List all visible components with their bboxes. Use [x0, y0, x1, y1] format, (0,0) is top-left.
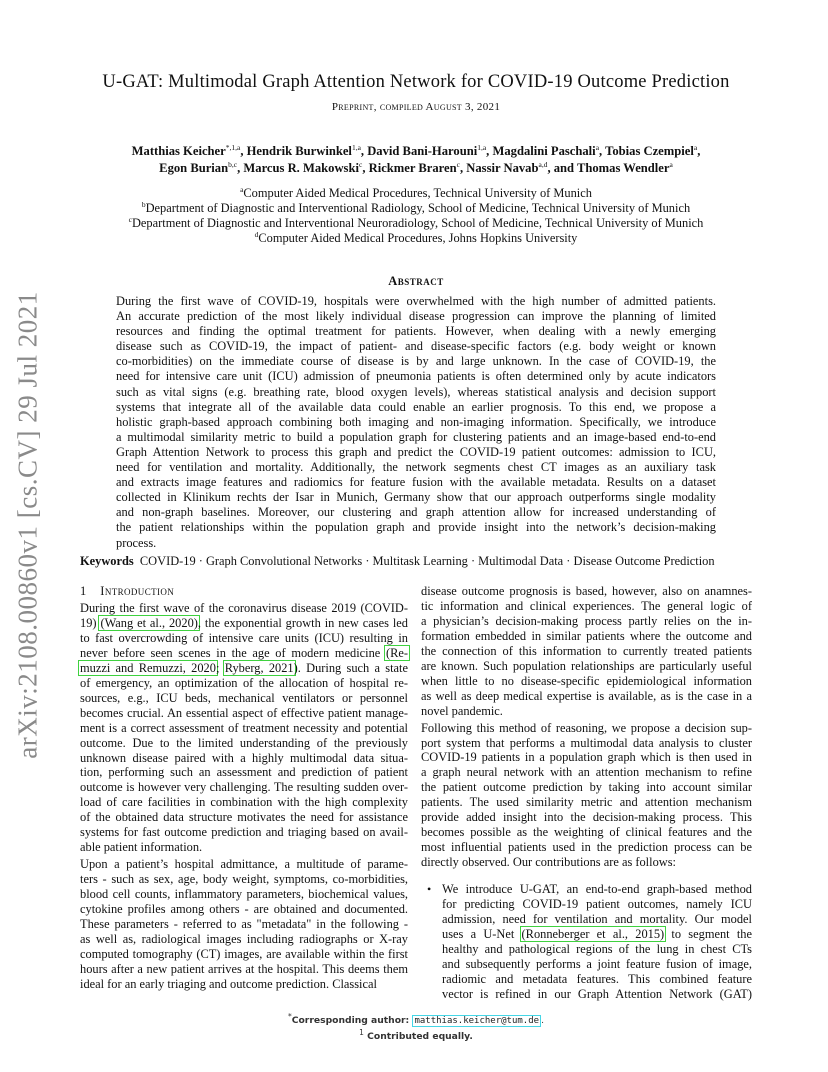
text-line: novel pandemic.: [421, 703, 503, 718]
text-line: 19) (Wang et al., 2020), the exponential growth in new cases led: [80, 615, 408, 630]
text-line: able patient information.: [80, 840, 203, 855]
section-number: 1: [80, 584, 87, 598]
author-affiliation-mark: a: [693, 142, 698, 152]
contribution-list: [421, 882, 752, 1002]
text-line: sources, e.g., ICU beds, mechanical ventilators or personnel: [80, 690, 408, 705]
text-line: when little to no disease-specific epidemiological information: [421, 673, 752, 688]
abstract-line: Graph Attention Network to process this graph and predict the COVID-19 patient outcomes: admission to ICU,: [116, 444, 716, 459]
citation-link[interactable]: (Re-: [385, 645, 408, 660]
abstract-line: the patient relationships within the population graph and provide insight into the network’s decision-making: [116, 520, 716, 535]
paragraph: [421, 584, 752, 719]
abstract-line: such as vital signs (e.g. breathing rate, blood oxygen levels), whereas statistical analysis and decision support: [116, 384, 716, 399]
text-line: load of care facilities in combination with the high complexity: [80, 795, 408, 810]
author-affiliation-mark: a,d: [538, 159, 548, 169]
section-heading-introduction: [80, 584, 174, 599]
text-line: radiomic and metadata features. This combined feature: [442, 971, 752, 986]
text-line: ters - such as sex, age, body weight, symptoms, co-morbidities,: [80, 872, 408, 887]
affiliation: [80, 201, 752, 216]
arxiv-sidebar-stamp: [8, 290, 48, 760]
abstract-line: During the first wave of COVID-19, hospitals were overwhelmed with the high number of admitted patients.: [116, 294, 716, 308]
text-line: cytokine profiles among others - are obtained and documented.: [80, 902, 408, 917]
text-line: hours after a new patient arrives at the hospital. This deems them: [80, 961, 408, 976]
text-line: Following this method of reasoning, we propose a decision sup-: [421, 720, 752, 735]
affiliation-mark: b: [141, 199, 146, 209]
citation-link[interactable]: muzzi and Remuzzi, 2020: [80, 660, 216, 675]
text-line: for predicting COVID-19 patient outcomes, namely ICU: [442, 897, 752, 912]
text-line: the patient outcome prediction by taking into account similar: [421, 780, 752, 795]
abstract-line: need for ventilation and mortality. Additionally, the network segments chest CT images as an auxiliary task: [116, 460, 716, 475]
citation-link[interactable]: Ryberg, 2021: [224, 660, 294, 675]
text-line: blood cell counts, inflammatory parameters, biochemical values,: [80, 887, 408, 902]
author-name: Rickmer Braren: [368, 161, 457, 175]
text-line: ideal for an early triaging and outcome prediction. Classical: [80, 976, 377, 991]
paragraph: [80, 601, 408, 855]
affiliations: [80, 186, 752, 246]
text-line: computed tomography (CT) images, are available within the first: [80, 946, 408, 961]
text-line: outcome is however very challenging. The resulting sudden over-: [80, 780, 408, 795]
affiliation: [80, 231, 752, 246]
author-name: Marcus R. Makowski: [243, 161, 359, 175]
keywords: [80, 554, 752, 569]
paragraph: [80, 857, 408, 992]
text-line: uses a U-Net (Ronneberger et al., 2015) to segment the: [442, 926, 752, 941]
author-line: Matthias Keicher$^{*,1,a}$, Hendrik Burwinkel$^{1,a}$, David Bani-Harouni$^{1,a}$, Magdalini Paschali$^a$, Tobias Czempiel$^a$,: [131, 142, 701, 158]
author-affiliation-mark: a: [669, 159, 673, 169]
left-column: [80, 601, 408, 992]
author-affiliation-mark: c: [358, 159, 363, 169]
abstract-line: need for intensive care unit (ICU) admission of pneumonia patients is often determined only by acute indicators: [116, 369, 716, 384]
text-line: outcome. Due to the limited understanding of the previously: [80, 735, 408, 750]
paragraph: [421, 721, 752, 871]
right-column: [421, 584, 752, 1002]
text-line: a physician’s decision-making process partly relies on the in-: [421, 613, 752, 628]
abstract-line: and non-graph baselines. Moreover, our clustering and graph attention allow for increased understanding of: [116, 505, 716, 520]
abstract-line: disease such as COVID-19, the impact of patient- and disease-specific factors (e.g. body weight or known: [116, 339, 716, 354]
text-line: systems for fast outcome prediction and triaging based on avail-: [80, 825, 408, 840]
preprint-date: Preprint, compiled August 3, 2021: [331, 101, 501, 113]
author-affiliation-mark: c: [456, 159, 460, 169]
text-line: formation embedded in similar patients where the outcome and: [421, 628, 752, 643]
abstract-line: resources and finding the optimal treatment for patients. However, when dealing with a newly emerging: [116, 324, 716, 339]
author-name: Tobias Czempiel: [605, 144, 694, 158]
text-line: These parameters - referred to as "metadata" in the following -: [80, 917, 408, 932]
abstract-heading: Abstract: [388, 274, 444, 288]
abstract-body: [116, 294, 716, 551]
text-line: most influential patients used in the prediction process can be: [421, 840, 752, 855]
text-line: becomes possible as the weighting of clinical features and the: [421, 825, 752, 840]
text-line: vector is refined in our Graph Attention Network (GAT): [442, 986, 752, 1001]
citation-link[interactable]: (Ronneberger et al., 2015): [521, 926, 665, 941]
author-name: Thomas Wendler: [576, 161, 670, 175]
text-line: the connection of this information to currently treated patients: [421, 643, 752, 658]
section-title: Introduction: [100, 584, 175, 598]
affiliation-text: Computer Aided Medical Procedures, Technical University of Munich: [243, 186, 592, 200]
text-line: muzzi and Remuzzi, 2020; Ryberg, 2021). During such a state: [80, 660, 408, 675]
text-line: ment is a correct assessment of treatment necessity and potential: [80, 720, 408, 735]
author-name: David Bani-Harouni: [367, 144, 478, 158]
affiliation-text: Department of Diagnostic and Interventional Neuroradiology, School of Medicine, Technical University of Munich: [131, 216, 704, 230]
author-affiliation-mark: 1,a: [351, 142, 361, 152]
text-line: as well as deep medical expertise is available, as is the case in a: [421, 688, 752, 703]
abstract-line: holistic graph-based approach combining both imaging and non-imaging information. Specifically, we introduce: [116, 414, 716, 429]
text-line: to fast overcrowding of intensive care units (ICU) resulting in: [80, 630, 408, 645]
author-affiliation-mark: 1,a: [477, 142, 487, 152]
abstract-line: process.: [116, 535, 157, 550]
keywords-label: Keywords: [80, 554, 134, 568]
author-name: Magdalini Paschali: [492, 144, 596, 158]
affiliation-mark: a: [240, 184, 244, 194]
text-line: disease outcome prognosis is based, however, also on anamnes-: [421, 584, 752, 598]
affiliation: [80, 216, 752, 231]
bullet-icon: •: [427, 882, 432, 897]
author-name: Nassir Navab: [466, 161, 539, 175]
author-name: Hendrik Burwinkel: [246, 144, 352, 158]
abstract-line: co-morbidities) on the immediate course of disease is by and large unknown. In the case of COVID-19, the: [116, 354, 716, 369]
text-line: tic information and clinical experiences. The general logic of: [421, 598, 752, 613]
author-name: Egon Burian: [159, 161, 229, 175]
text-line: patients. The used similarity metric and attention mechanism: [421, 795, 752, 810]
text-line: Upon a patient’s hospital admittance, a multitude of parame-: [80, 857, 408, 872]
abstract-line: systems that integrate all of the available data could enable an earlier prognosis. To this end, we propose a: [116, 399, 716, 414]
affiliation-text: Department of Diagnostic and Interventional Radiology, School of Medicine, Technical University of Munich: [145, 201, 691, 215]
text-line: tion, performing such an assessment and prediction of patient: [80, 765, 408, 780]
text-line: never before seen scenes in the age of modern medicine (Re-: [80, 645, 408, 660]
text-line: as well as, radiological images including radiographs or X-ray: [80, 931, 408, 946]
text-line: a graph neural network with an attention mechanism to refine: [421, 765, 752, 780]
text-line: of the obtained data structure motivates the need for assistance: [80, 810, 408, 825]
author-affiliation-mark: b,c: [228, 159, 238, 169]
list-item: [442, 882, 752, 1002]
text-line: and subsequently performs a joint feature fusion of image,: [442, 956, 752, 971]
text-line: port system that performs a multimodal data analysis to cluster: [421, 735, 752, 750]
author-affiliation-mark: *,1,a: [225, 142, 241, 152]
footnotes: [80, 1013, 752, 1044]
text-line: of emergency, an optimization of the allocation of hospital re-: [80, 675, 408, 690]
affiliation-mark: d: [254, 229, 259, 239]
corresponding-author-note: *Corresponding author: matthias.keicher@tum.de .: [288, 1011, 544, 1026]
citation-link[interactable]: (Wang et al., 2020): [100, 615, 198, 630]
text-line: healthy and pathological regions of the lung in chest CTs: [442, 941, 752, 956]
author-list: [80, 143, 752, 177]
text-line: We introduce U-GAT, an end-to-end graph-based method: [442, 882, 752, 897]
affiliation-text: Computer Aided Medical Procedures, Johns Hopkins University: [258, 231, 578, 245]
text-line: directly observed. Our contributions are as follows:: [421, 855, 676, 870]
author-affiliation-mark: a: [595, 142, 600, 152]
text-line: COVID-19 patients in a population graph which is then used in: [421, 750, 752, 765]
text-line: are known. Such population relationships are particularly useful: [421, 658, 752, 673]
paper-title: U-GAT: Multimodal Graph Attention Network for COVID-19 Outcome Prediction: [102, 72, 730, 92]
keywords-text: COVID-19 · Graph Convolutional Networks · Multitask Learning · Multimodal Data · Disease Outcome Prediction: [139, 554, 715, 568]
author-name: Matthias Keicher: [131, 144, 226, 158]
abstract-line: collected in Klinikum rechts der Isar in Munich, Germany show that our approach outperforms single modality: [116, 490, 716, 505]
abstract-line: a multimodal similarity metric to build a population graph for clustering patients and an image-based end-to-end: [116, 429, 716, 444]
text-line: provide added insight into the decision-making process. This: [421, 810, 752, 825]
abstract-line: and extracts image features and radiomics for feature fusion with the available metadata. Results on a dataset: [116, 475, 716, 490]
affiliation-mark: c: [128, 214, 132, 224]
abstract-line: An accurate prediction of the most likely individual disease progression can improve the planning of limited: [116, 309, 716, 324]
arxiv-identifier: arXiv:2108.00860v1 [cs.CV] 29 Jul 2021: [12, 291, 43, 759]
text-line: becomes crucial. An essential aspect of effective patient manage-: [80, 705, 408, 720]
affiliation: [80, 186, 752, 201]
equal-contribution-note: $^1$ Contributed equally.: [359, 1027, 473, 1042]
text-line: unknown disease paired with a highly multimodal data situa-: [80, 750, 408, 765]
author-line: Egon Burian$^{b,c}$, Marcus R. Makowski$^c$, Rickmer Braren$^c$, Nassir Navab$^{a,d}$, and Thomas Wendler$^a$: [159, 159, 673, 175]
email-link[interactable]: matthias.keicher@tum.de: [414, 1016, 540, 1026]
text-line: During the first wave of the coronavirus disease 2019 (COVID-: [80, 601, 408, 615]
text-line: admission, need for ventilation and mortality. Our model: [442, 912, 752, 927]
